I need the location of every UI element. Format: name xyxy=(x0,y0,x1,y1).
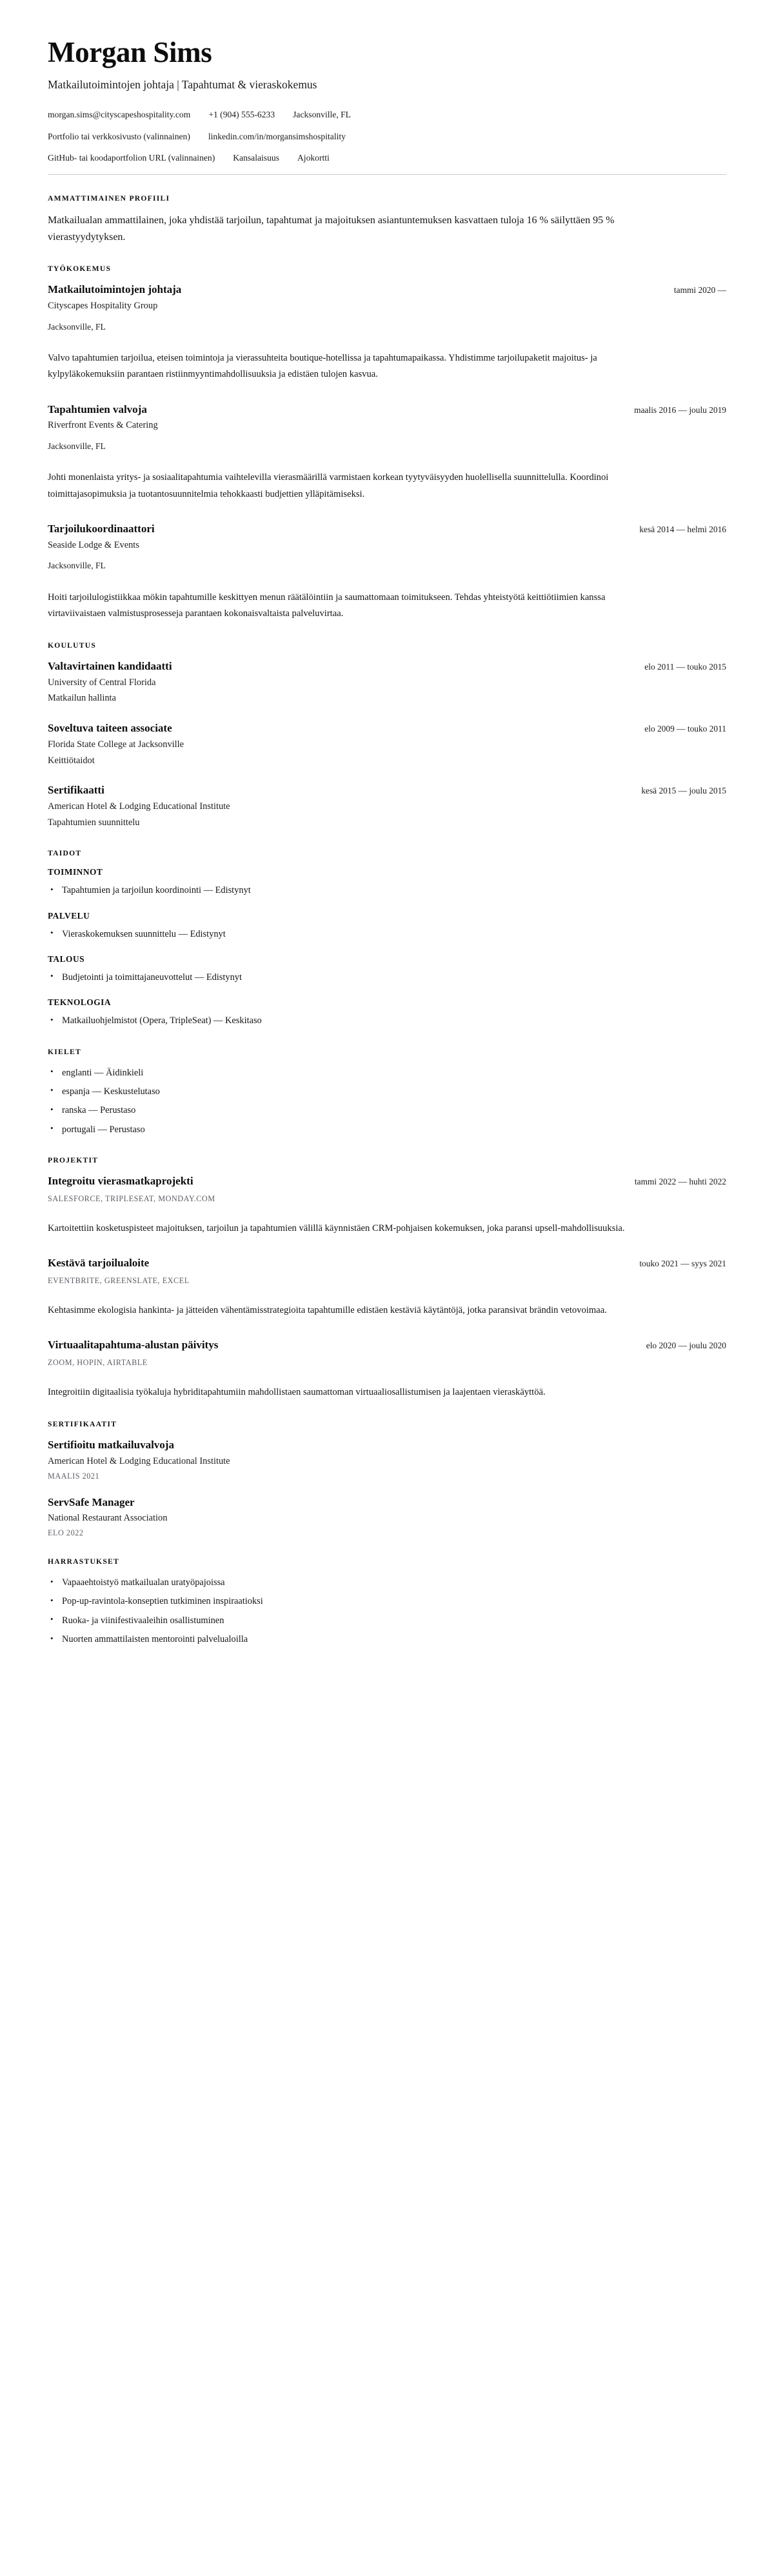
language-item: • espanja — Keskustelutaso xyxy=(48,1084,726,1099)
section-experience xyxy=(48,265,726,621)
candidate-headline: Matkailutoimintojen johtaja | Tapahtumat & vieraskokemus xyxy=(48,77,317,91)
project-name: Kestävä tarjoilualoite xyxy=(48,1256,150,1269)
certification-entry xyxy=(48,1438,726,1481)
project-date: touko 2021 — syys 2021 xyxy=(639,1258,726,1268)
experience-entry xyxy=(48,522,726,622)
section-title-experience: TYÖKOKEMUS xyxy=(48,265,112,274)
job-company: Riverfront Events & Catering xyxy=(48,420,158,431)
project-name: Integroitu vierasmatkaprojekti xyxy=(48,1174,194,1187)
contact-item-0-1: +1 (904) 555-6233 xyxy=(208,110,275,120)
certification-date: MAALIS 2021 xyxy=(48,1471,100,1481)
job-date: maalis 2016 — joulu 2019 xyxy=(634,404,726,415)
education-entry-head xyxy=(48,783,726,798)
experience-entry-head xyxy=(48,283,726,297)
experience-entry-head xyxy=(48,522,726,537)
skills-list xyxy=(48,867,726,1028)
project-entry-head xyxy=(48,1256,726,1271)
experience-entry-head xyxy=(48,403,726,417)
contact-item-2-1: Kansalaisuus xyxy=(233,153,279,163)
skill-item: • Vieraskokemuksen suunnittelu — Edistynyt xyxy=(48,927,726,941)
job-location: Jacksonville, FL xyxy=(48,321,106,332)
experience-list xyxy=(48,283,726,621)
languages-list xyxy=(48,1066,726,1137)
section-title-summary: AMMATTIMAINEN PROFIILI xyxy=(48,194,170,203)
certification-name: ServSafe Manager xyxy=(48,1495,135,1508)
section-title-projects: PROJEKTIT xyxy=(48,1155,99,1164)
hobby-item: • Pop-up-ravintola-konseptien tutkiminen inspiraatioksi xyxy=(48,1594,726,1608)
project-date: tammi 2022 — huhti 2022 xyxy=(634,1176,726,1186)
language-item: • ranska — Perustaso xyxy=(48,1103,726,1117)
section-title-education: KOULUTUS xyxy=(48,641,97,650)
section-hobbies xyxy=(48,1557,726,1646)
certification-issuer: National Restaurant Association xyxy=(48,1513,168,1524)
job-location: Jacksonville, FL xyxy=(48,561,106,571)
skill-group-title: TALOUS xyxy=(48,954,85,964)
education-entry xyxy=(48,783,726,830)
job-company: Cityscapes Hospitality Group xyxy=(48,301,158,312)
section-languages xyxy=(48,1048,726,1137)
projects-list xyxy=(48,1174,726,1401)
project-description: Integroitiin digitaalisia työkaluja hybriditapahtumiin mahdollistaen saumattoman virtuaaliosallistumisen ja laajentaen vieraskäyttöä. xyxy=(48,1386,546,1397)
certification-name: Sertifioitu matkailuvalvoja xyxy=(48,1438,174,1451)
section-title-languages: KIELET xyxy=(48,1047,81,1056)
skill-group xyxy=(48,911,726,941)
hobby-item: • Vapaaehtoistyö matkailualan uratyöpajoissa xyxy=(48,1575,726,1590)
section-certifications xyxy=(48,1420,726,1538)
skill-items xyxy=(48,970,726,984)
section-projects xyxy=(48,1156,726,1401)
skill-group xyxy=(48,867,726,897)
skill-item: • Tapahtumien ja tarjoilun koordinointi — Edistynyt xyxy=(48,883,726,897)
degree-title: Valtavirtainen kandidaatti xyxy=(48,659,172,672)
contact-row xyxy=(48,152,726,165)
school-name: American Hotel & Lodging Educational Institute xyxy=(48,801,230,812)
project-entry xyxy=(48,1174,726,1237)
skill-items xyxy=(48,883,726,897)
job-title: Matkailutoimintojen johtaja xyxy=(48,283,182,296)
contact-row xyxy=(48,130,726,143)
project-stack: ZOOM, HOPIN, AIRTABLE xyxy=(48,1357,148,1367)
education-list xyxy=(48,659,726,830)
certification-issuer: American Hotel & Lodging Educational Institute xyxy=(48,1455,230,1466)
skill-group-title: PALVELU xyxy=(48,910,90,921)
skill-item: • Budjetointi ja toimittajaneuvottelut — Edistynyt xyxy=(48,970,726,984)
summary-text: Matkailualan ammattilainen, joka yhdistää tarjoilun, tapahtumat ja majoituksen asiantuntemuksen kasvattaen tuloja 16 % säilyttäen 95 % vierastyydytyksen. xyxy=(48,214,615,243)
candidate-name: Morgan Sims xyxy=(48,36,212,68)
project-stack: SALESFORCE, TRIPLESEAT, MONDAY.COM xyxy=(48,1193,215,1203)
section-title-certifications: SERTIFIKAATIT xyxy=(48,1419,117,1428)
section-education xyxy=(48,641,726,830)
section-title-skills: TAIDOT xyxy=(48,849,82,858)
language-item: • portugali — Perustaso xyxy=(48,1123,726,1137)
skill-items xyxy=(48,927,726,941)
degree-title: Sertifikaatti xyxy=(48,784,104,797)
school-name: Florida State College at Jacksonville xyxy=(48,739,184,750)
skill-item: • Matkailuohjelmistot (Opera, TripleSeat) — Keskitaso xyxy=(48,1013,726,1028)
project-description: Kartoitettiin kosketuspisteet majoituksen, tarjoilun ja tapahtumien välillä käynnistäen CRM-pohjaisen kokemuksen, joka paransi upsell-mahdollisuuksia. xyxy=(48,1223,625,1233)
degree-date: elo 2011 — touko 2015 xyxy=(644,661,726,672)
job-title: Tapahtumien valvoja xyxy=(48,403,147,415)
contact-item-0-0[interactable]: morgan.sims@cityscapeshospitality.com xyxy=(48,110,191,120)
contact-item-2-0[interactable]: GitHub- tai koodaportfolion URL (valinnainen) xyxy=(48,153,215,163)
field-of-study: Tapahtumien suunnittelu xyxy=(48,817,140,828)
education-entry xyxy=(48,721,726,768)
contact-item-0-2: Jacksonville, FL xyxy=(293,110,351,120)
resume-header xyxy=(48,37,726,165)
experience-entry xyxy=(48,403,726,503)
job-description: Hoiti tarjoilulogistiikkaa mökin tapahtumille keskittyen menun räätälöintiin ja saumattomaan toimitukseen. Tehdas yhteistyötä keittiötiimien kanssa virtaviivaistaen valmistusprosesseja parantaen kokonaisvaltaista palveluvirtaa. xyxy=(48,592,606,619)
education-entry-head xyxy=(48,659,726,674)
job-company: Seaside Lodge & Events xyxy=(48,539,139,550)
job-date: tammi 2020 — xyxy=(673,285,726,295)
section-skills xyxy=(48,849,726,1028)
certification-entry xyxy=(48,1495,726,1539)
skill-group xyxy=(48,954,726,984)
hobbies-list xyxy=(48,1575,726,1646)
project-description: Kehtasimme ekologisia hankinta- ja jätteiden vähentämisstrategioita tapahtumille edistäen kestäviä käytäntöjä, jotka paransivat brändin vetovoimaa. xyxy=(48,1304,607,1315)
degree-date: kesä 2015 — joulu 2015 xyxy=(641,786,726,796)
skill-group-title: TOIMINNOT xyxy=(48,867,103,877)
project-name: Virtuaalitapahtuma-alustan päivitys xyxy=(48,1338,219,1351)
hobby-item: • Nuorten ammattilaisten mentorointi palvelualoilla xyxy=(48,1632,726,1646)
degree-date: elo 2009 — touko 2011 xyxy=(644,723,726,734)
contact-item-1-1[interactable]: linkedin.com/in/morgansimshospitality xyxy=(208,131,346,141)
contact-item-1-0[interactable]: Portfolio tai verkkosivusto (valinnainen) xyxy=(48,131,190,141)
skill-items xyxy=(48,1013,726,1028)
contact-row xyxy=(48,108,726,121)
section-summary xyxy=(48,194,726,246)
contact-item-2-2: Ajokortti xyxy=(297,153,330,163)
job-description: Johti monenlaista yritys- ja sosiaalitapahtumia vaihtelevilla vierasmäärillä varmistaen korkean tyytyväisyyden huolellisella suunnittelulla. Koordinoi toimittajasopimuksia ja tuotantosuunnitelmia tehokkaasti budjettien ylläpitämiseksi. xyxy=(48,472,609,499)
job-title: Tarjoilukoordinaattori xyxy=(48,522,155,535)
field-of-study: Matkailun hallinta xyxy=(48,693,116,704)
project-entry xyxy=(48,1256,726,1319)
project-entry xyxy=(48,1338,726,1401)
project-entry-head xyxy=(48,1174,726,1189)
project-stack: EVENTBRITE, GREENSLATE, EXCEL xyxy=(48,1275,190,1285)
section-title-hobbies: HARRASTUKSET xyxy=(48,1557,119,1566)
hobby-item: • Ruoka- ja viinifestivaaleihin osallistuminen xyxy=(48,1613,726,1628)
certifications-list xyxy=(48,1438,726,1538)
certification-date: ELO 2022 xyxy=(48,1528,84,1538)
school-name: University of Central Florida xyxy=(48,677,156,688)
skill-group-title: TEKNOLOGIA xyxy=(48,997,112,1008)
project-date: elo 2020 — joulu 2020 xyxy=(646,1340,726,1350)
skill-group xyxy=(48,997,726,1028)
experience-entry xyxy=(48,283,726,383)
header-divider xyxy=(48,174,726,175)
degree-title: Soveltuva taiteen associate xyxy=(48,721,172,734)
job-description: Valvo tapahtumien tarjoilua, eteisen toimintoja ja vierassuhteita boutique-hotellissa ja tapahtumapaikassa. Yhdistimme tarjoilupaketit majoitus- ja kylpyläkokemuksiin parantaen ristiinmyyntimahdollisuuksia ja edistäen tulojen kasvua. xyxy=(48,353,597,380)
education-entry-head xyxy=(48,721,726,736)
language-item: • englanti — Äidinkieli xyxy=(48,1066,726,1080)
job-date: kesä 2014 — helmi 2016 xyxy=(639,524,726,534)
job-location: Jacksonville, FL xyxy=(48,441,106,452)
contact-info xyxy=(48,108,726,165)
project-entry-head xyxy=(48,1338,726,1353)
education-entry xyxy=(48,659,726,706)
field-of-study: Keittiötaidot xyxy=(48,755,95,766)
